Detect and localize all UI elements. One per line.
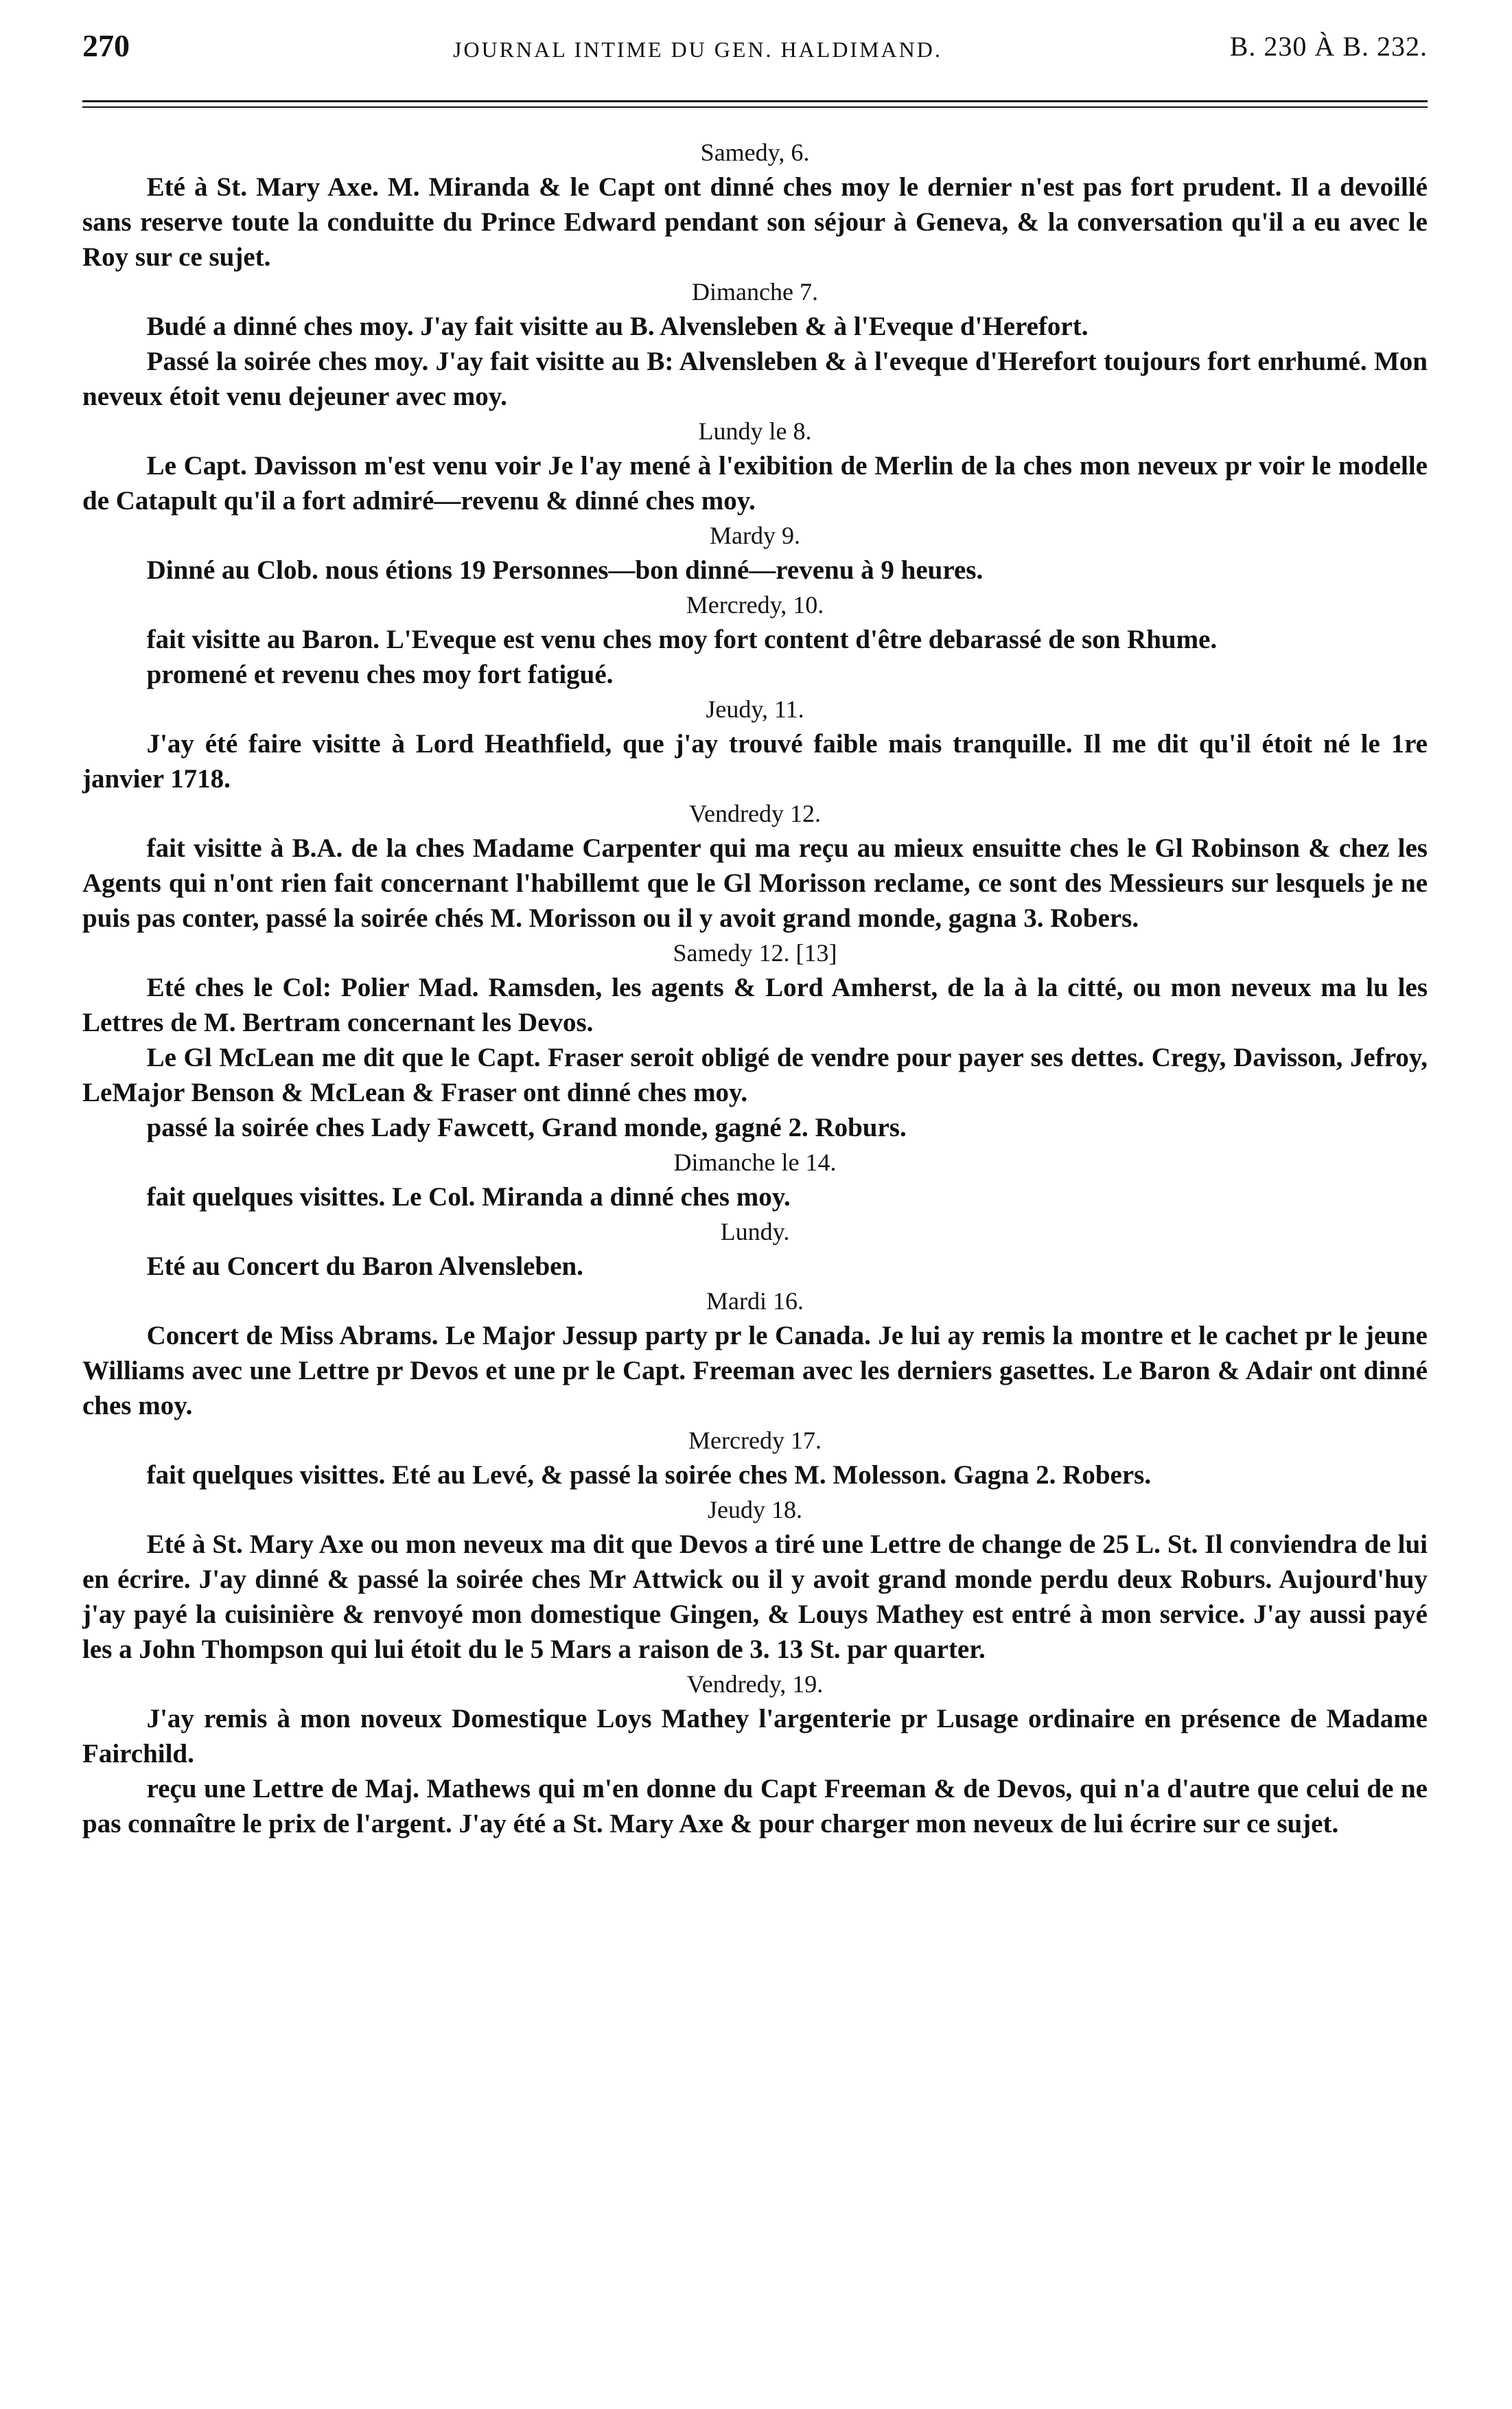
journal-entry bbox=[82, 275, 1428, 414]
journal-entry bbox=[82, 518, 1428, 588]
entry-date: Mercredy, 10. bbox=[686, 591, 824, 619]
entry-date: Mardy 9. bbox=[710, 522, 800, 549]
entry-paragraph: Eté ches le Col: Polier Mad. Ramsden, les agents & Lord Amherst, de la à la citté, ou mon neveux ma lu les Lettres de M. Bertram concernant les Devos. bbox=[82, 973, 1428, 1037]
journal-entry bbox=[82, 1667, 1428, 1841]
running-head bbox=[82, 27, 1428, 76]
entry-paragraph: J'ay remis à mon noveux Domestique Loys Mathey l'argenterie pr Lusage ordinaire en présence de Madame Fairchild. bbox=[82, 1704, 1428, 1768]
entry-paragraph: J'ay été faire visitte à Lord Heathfield, que j'ay trouvé faible mais tranquille. Il me dit qu'il étoit né le 1re janvier 1718. bbox=[82, 729, 1428, 794]
journal-entries bbox=[82, 135, 1428, 1841]
entry-paragraph: Concert de Miss Abrams. Le Major Jessup party pr le Canada. Je lui ay remis la montre et le cachet pr le jeune Williams avec une Lettre pr Devos et une pr le Capt. Freeman avec les derniers gasettes. Le Baron & Adair ont dinné ches moy. bbox=[82, 1321, 1428, 1420]
journal-title: JOURNAL INTIME DU GEN. HALDIMAND. bbox=[453, 37, 942, 62]
entry-date: Vendredy, 19. bbox=[686, 1670, 824, 1698]
journal-entry bbox=[82, 936, 1428, 1145]
entry-date: Lundy le 8. bbox=[698, 417, 812, 445]
entry-date: Samedy, 6. bbox=[700, 139, 810, 166]
journal-entry bbox=[82, 588, 1428, 692]
entry-paragraph: passé la soirée ches Lady Fawcett, Grand monde, gagné 2. Roburs. bbox=[146, 1113, 907, 1142]
entry-date: Samedy 12. [13] bbox=[673, 939, 837, 967]
entry-paragraph: Le Gl McLean me dit que le Capt. Fraser seroit obligé de vendre pour payer ses dettes. Cregy, Davisson, Jefroy, LeMajor Benson & McLean & Fraser ont dinné ches moy. bbox=[82, 1043, 1428, 1107]
entry-date: Dimanche 7. bbox=[692, 278, 818, 306]
journal-entry bbox=[82, 1145, 1428, 1214]
entry-paragraph: Eté au Concert du Baron Alvensleben. bbox=[146, 1252, 583, 1281]
entry-paragraph: Dinné au Clob. nous étions 19 Personnes—bon dinné—revenu à 9 heures. bbox=[146, 555, 984, 585]
entry-paragraph: Passé la soirée ches moy. J'ay fait visitte au B: Alvensleben & à l'eveque d'Herefort toujours fort enrhumé. Mon neveux étoit venu dejeuner avec moy. bbox=[82, 347, 1428, 411]
entry-paragraph: reçu une Lettre de Maj. Mathews qui m'en donne du Capt Freeman & de Devos, qui n'a d'autre que celui de ne pas connaître le prix de l'argent. J'ay été a St. Mary Axe & pour charger mon neveux de lui écrire sur ce sujet. bbox=[82, 1774, 1428, 1839]
journal-entry bbox=[82, 1214, 1428, 1284]
entry-date: Dimanche le 14. bbox=[673, 1149, 837, 1176]
journal-entry bbox=[82, 796, 1428, 936]
header-rule bbox=[82, 100, 1428, 108]
entry-paragraph: Eté à St. Mary Axe ou mon neveux ma dit que Devos a tiré une Lettre de change de 25 L. St. Il conviendra de lui en écrire. J'ay dinné & passé la soirée ches Mr Attwick ou il y avoit grand monde perdu deux Roburs. Aujourd'huy j'ay payé la cuisinière & renvoyé mon domestique Gingen, & Louys Mathey est entré à mon service. J'ay aussi payé les a John Thompson qui lui étoit du le 5 Mars a raison de 3. 13 St. par quarter. bbox=[82, 1530, 1428, 1664]
journal-entry bbox=[82, 1284, 1428, 1423]
entry-paragraph: promené et revenu ches moy fort fatigué. bbox=[146, 660, 614, 689]
entry-paragraph: fait visitte à B.A. de la ches Madame Carpenter qui ma reçu au mieux ensuitte ches le Gl Robinson & chez les Agents qui n'ont rien fait concernant l'habillemt que le Gl Morisson reclame, ce sont des Messieurs sur lesquels je ne puis pas conter, passé la soirée chés M. Morisson ou il y avoit grand monde, gagna 3. Robers. bbox=[82, 833, 1428, 933]
entry-date: Mardi 16. bbox=[706, 1287, 804, 1315]
entry-paragraph: Eté à St. Mary Axe. M. Miranda & le Capt ont dinné ches moy le dernier n'est pas fort prudent. Il a devoillé sans reserve toute la conduitte du Prince Edward pendant son séjour à Geneva, & la conversation qu'il a eu avec le Roy sur ce sujet. bbox=[82, 172, 1428, 272]
journal-entry bbox=[82, 414, 1428, 518]
entry-paragraph: fait quelques visittes. Le Col. Miranda a dinné ches moy. bbox=[146, 1182, 791, 1212]
journal-entry bbox=[82, 1423, 1428, 1492]
entry-date: Mercredy 17. bbox=[688, 1427, 822, 1454]
page-number: 270 bbox=[82, 28, 130, 63]
entry-date: Jeudy 18. bbox=[708, 1496, 802, 1523]
journal-entry bbox=[82, 1492, 1428, 1667]
journal-entry bbox=[82, 692, 1428, 796]
entry-date: Lundy. bbox=[720, 1218, 790, 1245]
journal-entry bbox=[82, 135, 1428, 275]
document-page bbox=[82, 27, 1428, 2375]
entry-paragraph: fait visitte au Baron. L'Eveque est venu ches moy fort content d'être debarassé de son Rhume. bbox=[146, 625, 1218, 654]
entry-date: Vendredy 12. bbox=[689, 800, 821, 827]
entry-date: Jeudy, 11. bbox=[706, 695, 804, 723]
entry-paragraph: fait quelques visittes. Eté au Levé, & passé la soirée ches M. Molesson. Gagna 2. Robers. bbox=[146, 1460, 1152, 1490]
entry-paragraph: Budé a dinné ches moy. J'ay fait visitte au B. Alvensleben & à l'Eveque d'Herefort. bbox=[146, 312, 1089, 341]
entry-paragraph: Le Capt. Davisson m'est venu voir Je l'ay mené à l'exibition de Merlin de la ches mon neveux pr voir le modelle de Catapult qu'il a fort admiré—revenu & dinné ches moy. bbox=[82, 451, 1428, 516]
section-range: B. 230 À B. 232. bbox=[1229, 31, 1428, 62]
